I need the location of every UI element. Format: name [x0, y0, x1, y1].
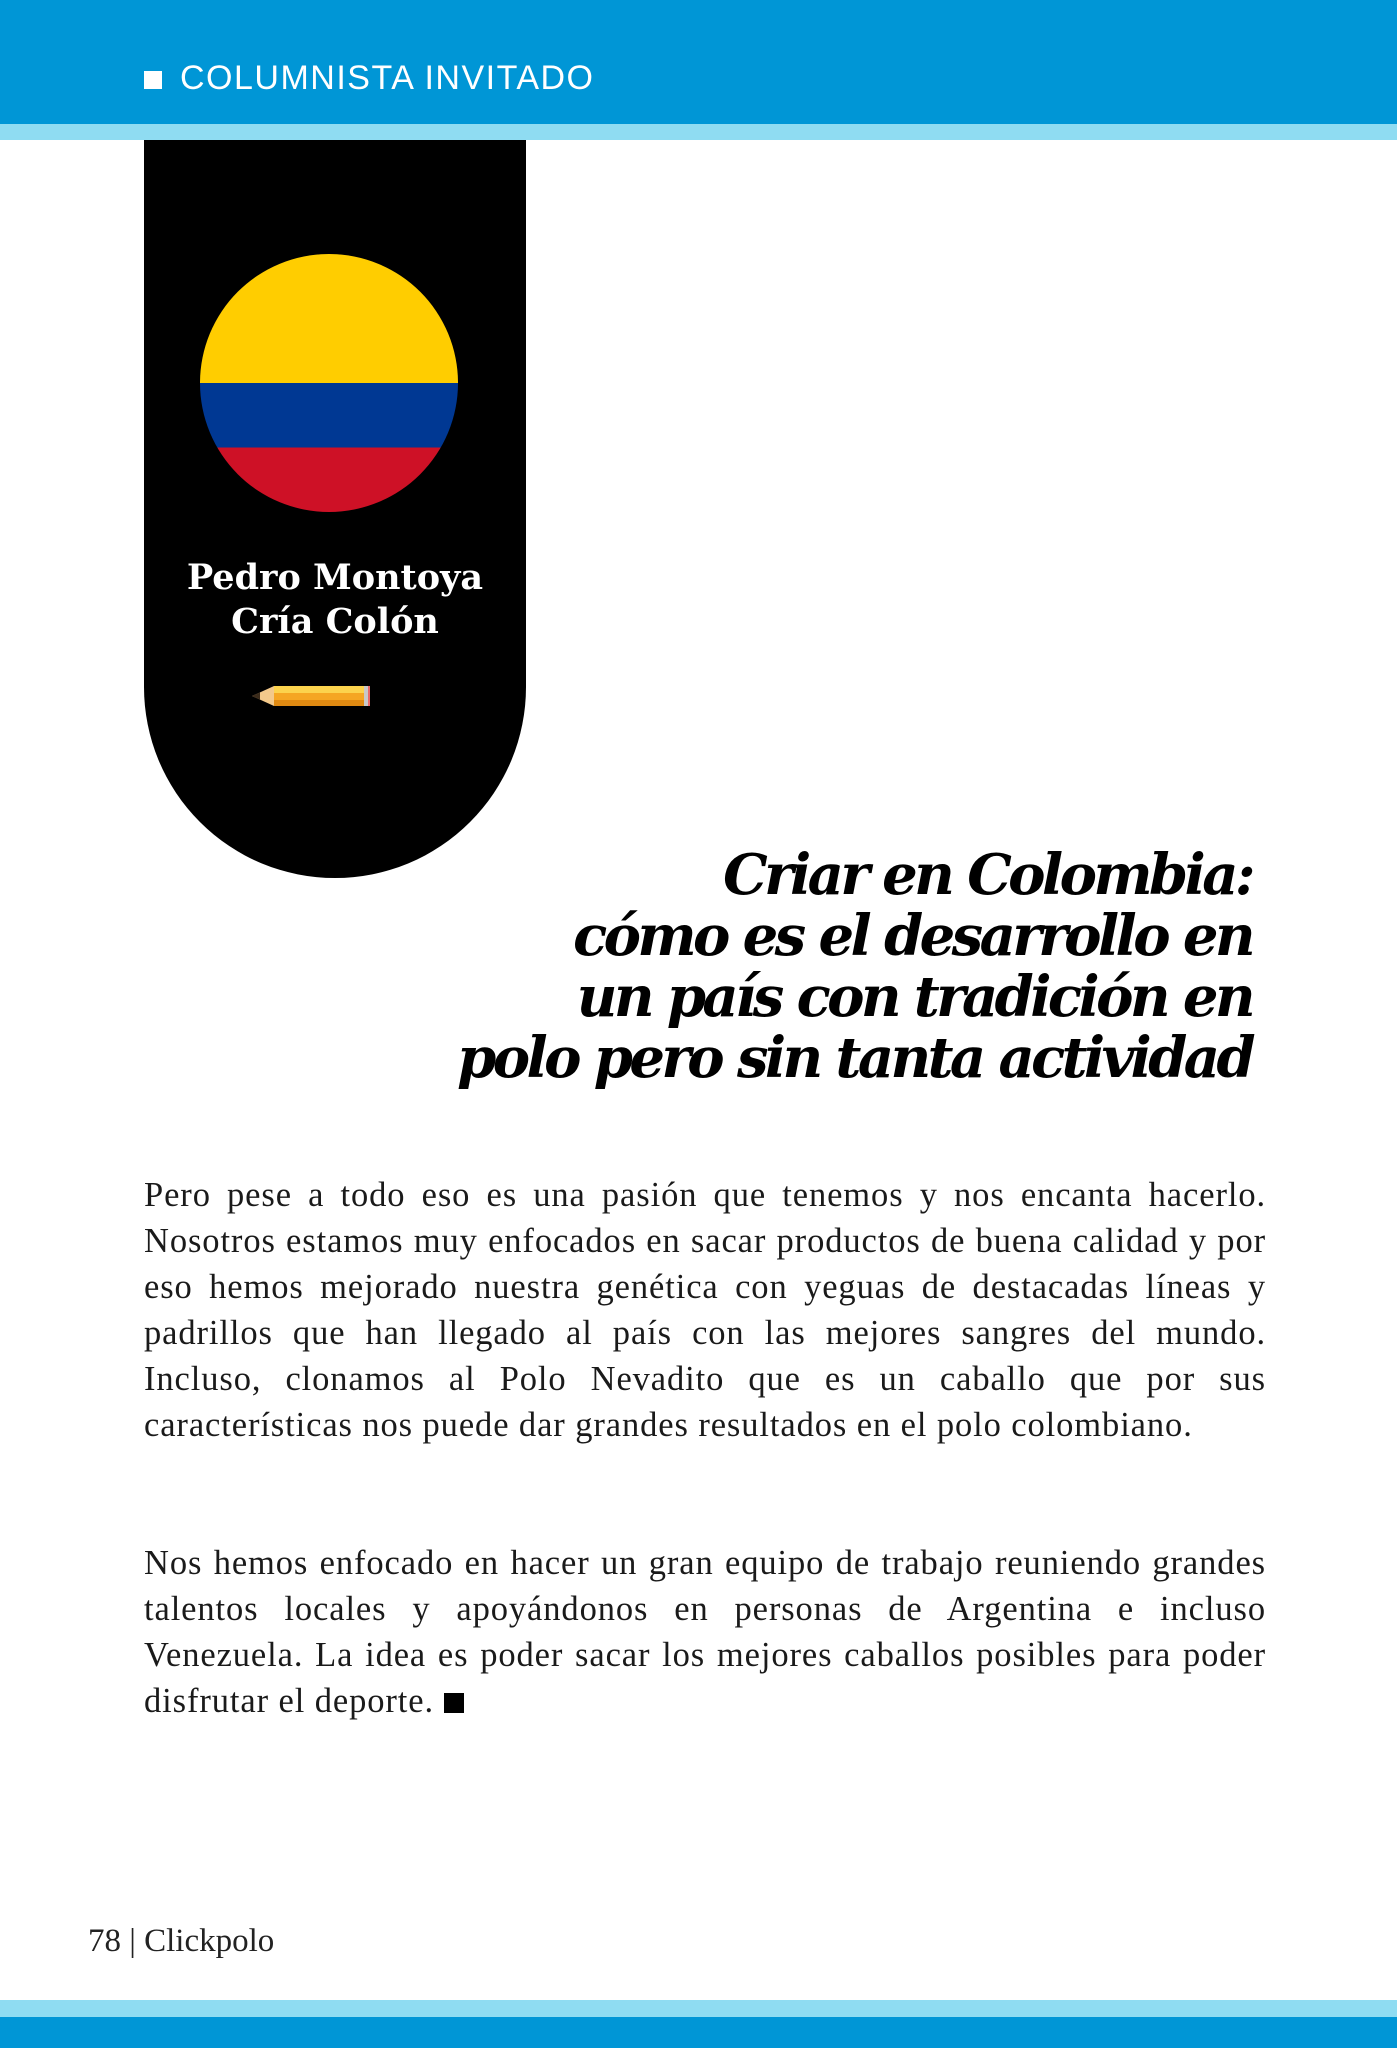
square-bullet-icon	[144, 71, 162, 89]
page-folio: 78 | Clickpolo	[88, 1923, 275, 1959]
footer-bar	[0, 2017, 1397, 2048]
footer-accent-stripe	[0, 2000, 1397, 2017]
end-of-article-icon	[444, 1693, 464, 1713]
article-paragraph-2	[144, 1540, 1266, 1724]
headline-line: polo pero sin tanta actividad	[457, 1025, 1252, 1091]
author-name-line: Pedro Montoya	[186, 557, 484, 598]
pencil-icon	[252, 682, 370, 710]
article-paragraph-1: Pero pese a todo eso es una pasión que tenemos y nos encanta hacerlo. Nosotros estamos muy enfocados en sacar productos de buena calidad y por eso hemos mejorado nuestra genética con yeguas de destacadas líneas y padrillos que han llegado al país con las mejores sangres del mundo. Incluso, clonamos al Polo Nevadito que es un caballo que por sus características nos puede dar grandes resultados en el polo colombiano.	[144, 1176, 1266, 1444]
headline-line: un país con tradición en	[576, 964, 1252, 1030]
author-badge	[144, 140, 526, 878]
header-accent-stripe	[0, 124, 1397, 140]
headline-line: cómo es el desarrollo en	[573, 903, 1252, 969]
author-name	[144, 556, 526, 644]
section-label: COLUMNISTA INVITADO	[180, 59, 595, 97]
author-farm-line: Cría Colón	[231, 601, 439, 642]
headline-line: Criar en Colombia:	[723, 842, 1252, 908]
colombia-flag-icon	[200, 254, 458, 512]
article-headline	[432, 842, 1252, 1091]
paragraph-text: Nos hemos enfocado en hacer un gran equipo de trabajo reuniendo grandes talentos locales y apoyándonos en personas de Argentina e incluso Venezuela. La idea es poder sacar los mejores caballos posibles para poder disfrutar el deporte.	[144, 1544, 1266, 1720]
